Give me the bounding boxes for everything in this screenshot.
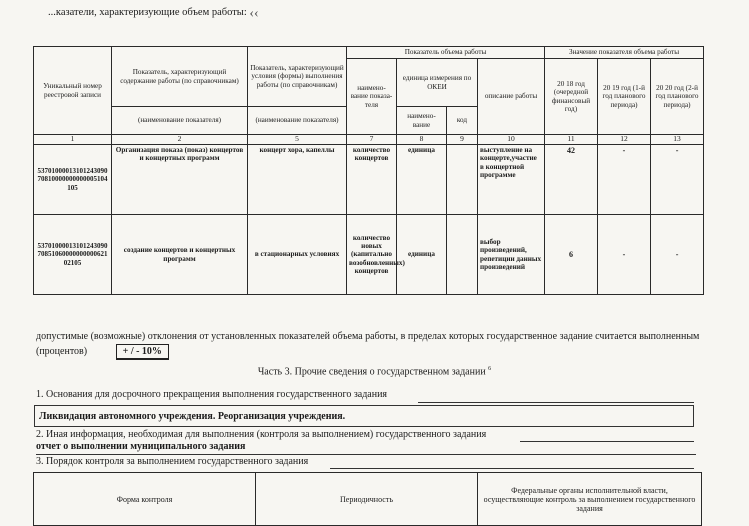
row-indicator: количество новых (капитально возобновленных) концертов: [347, 215, 397, 295]
row-value-year-3: -: [651, 145, 704, 215]
col-number: 9: [447, 135, 478, 145]
col-number: 1: [34, 135, 112, 145]
col-number: 10: [478, 135, 545, 145]
header-unique-number: Уникальный номер реестровой записи: [34, 47, 112, 135]
row-value-year-2: -: [598, 215, 651, 295]
row-unit: единица: [397, 215, 447, 295]
col-number: 12: [598, 135, 651, 145]
registry-code: 537010000131012430907085106000000000062102105: [34, 215, 112, 295]
deviation-text: допустимые (возможные) отклонения от установленных показателей объема работы, в пределах которых государственное задание считается выполненным (процентов): [36, 331, 700, 357]
header-unit-okei: единица измерения по ОКЕИ: [397, 59, 478, 107]
row-value-year-2: -: [598, 145, 651, 215]
registry-code: 5370100001310124309070810000000000005104105: [34, 145, 112, 215]
col-number: 7: [347, 135, 397, 145]
control-table: [33, 472, 702, 526]
header-unit-code: код: [447, 107, 478, 135]
table-row: [34, 145, 704, 215]
item-2-value: отчет о выполнении муниципального задания: [36, 441, 246, 452]
header-unit-name: наимено-вание: [397, 107, 447, 135]
row-value-year-3: -: [651, 215, 704, 295]
control-header-form: Форма контроля: [34, 473, 256, 526]
underline: [520, 441, 694, 442]
row-unit-code: [447, 215, 478, 295]
item-2-label: 2. Иная информация, необходимая для выполнения (контроля за выполнением) государственного задания: [36, 429, 487, 440]
item-1-value: Ликвидация автономного учреждения. Реорганизация учреждения.: [34, 405, 694, 427]
item-1-label: 1. Основания для досрочного прекращения выполнения государственного задания: [36, 389, 388, 400]
part3-title: [0, 366, 749, 377]
header-year-2: 20 19 год (1-й год планового периода): [598, 59, 651, 135]
row-conditions: в стационарных условиях: [248, 215, 347, 295]
row-content: Организация показа (показ) концертов и концертных программ: [112, 145, 248, 215]
column-numbers-row: [34, 135, 704, 145]
item-3-label: 3. Порядок контроля за выполнением государственного задания: [36, 456, 309, 467]
part3-footnote: 6: [488, 366, 492, 372]
col-number: 13: [651, 135, 704, 145]
header-volume-value-group: Значение показателя объема работы: [545, 47, 704, 59]
control-header-periodicity: Периодичность: [256, 473, 478, 526]
header-name: наимено-вание показа-теля: [347, 59, 397, 135]
row-value-year-1: 6: [545, 215, 598, 295]
row-unit-code: [447, 145, 478, 215]
row-description: выбор произведений, репетиции данных произведений: [478, 215, 545, 295]
underline: [330, 468, 694, 469]
header-description: описание работы: [478, 59, 545, 135]
col-number: 2: [112, 135, 248, 145]
table-row: [34, 215, 704, 295]
row-unit: единица: [397, 145, 447, 215]
header-content-indicator: Показатель, характеризующий содержание работы (по справочникам): [112, 47, 248, 107]
header-year-3: 20 20 год (2-й год планового периода): [651, 59, 704, 135]
underline: [418, 402, 694, 403]
volume-table: [33, 46, 704, 295]
col-number: 11: [545, 135, 598, 145]
section-heading-text: ...казатели, характеризующие объем работы:: [48, 7, 247, 18]
row-value-year-1: 42: [545, 145, 598, 215]
underline: [36, 454, 696, 455]
header-indicator-name-sub2: (наименование показателя): [248, 107, 347, 135]
control-header-authorities: Федеральные органы исполнительной власти, осуществляющие контроль за выполнением государственного задания: [478, 473, 702, 526]
header-indicator-name-sub: (наименование показателя): [112, 107, 248, 135]
row-content: создание концертов и концертных программ: [112, 215, 248, 295]
row-description: выступление на концерте,участие в концертной программе: [478, 145, 545, 215]
mark-glyph: ‹‹: [249, 6, 259, 21]
header-volume-group: Показатель объема работы: [347, 47, 545, 59]
deviation-value: + / - 10%: [116, 344, 169, 361]
part3-title-text: Часть 3. Прочие сведения о государственном задании: [257, 366, 486, 378]
col-number: 8: [397, 135, 447, 145]
row-indicator: количество концертов: [347, 145, 397, 215]
section-heading: [48, 6, 259, 22]
row-conditions: концерт хора, капеллы: [248, 145, 347, 215]
col-number: 5: [248, 135, 347, 145]
deviation-paragraph: [36, 330, 706, 360]
header-year-1: 20 18 год (очередной финансовый год): [545, 59, 598, 135]
header-conditions-indicator: Показатель, характеризующий условия (формы) выполнения работы (по справочникам): [248, 47, 347, 107]
